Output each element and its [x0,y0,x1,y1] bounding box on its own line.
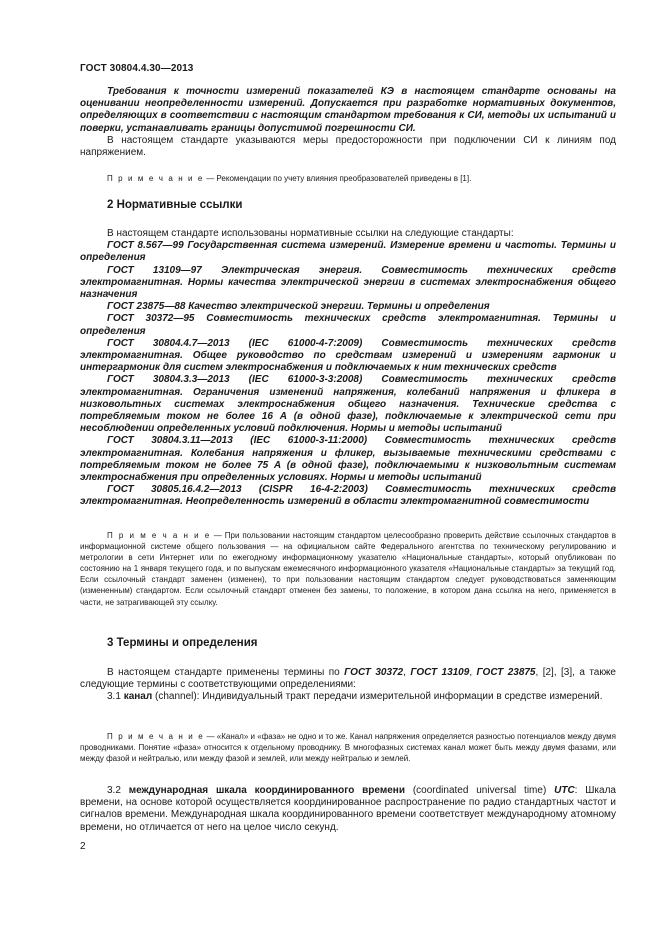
note-text: — «Канал» и «фаза» не одно и то же. Канал напряжения определяется разностью потенциалов между двумя проводниками. Понятие «фаза» относится к отдельному проводнику. В многофазных системах канал может быть между двумя фазами, или между фазой и нейтралью, или между фазой и землей, или между нейтралью и землей. [80,732,616,764]
safety-paragraph: В настоящем стандарте указываются меры предосторожности при подключении СИ к линиям под напряжением. [80,134,616,159]
term-definition: : Шкала времени, на основе которой осуществляется координированное распространение по радио стандартных частот и сигналов времени. Международная шкала координированного времени соответствует международному атомному времени, но отличается от него на целое число секунд. [80,785,616,833]
term-source-ref: ГОСТ 23875 [476,667,536,678]
term-definition: (channel): Индивидуальный тракт передачи измерительной информации в средстве измерений. [152,691,603,703]
accuracy-requirements-paragraph: Требования к точности измерений показателей КЭ в настоящем стандарте основаны на оценивании неопределенности измерений. Допускается при разработке нормативных документов, определяющих в соответствии с настоящим стандартом требования к СИ, методы их испытаний и поверки, устанавливать границы допустимой погрешности СИ. [80,86,616,134]
section-2-heading: 2 Нормативные ссылки [107,199,243,211]
reference-item: ГОСТ 30372—95 Совместимость технических средств электромагнитная. Термины и определения [80,313,616,337]
term-3-2 [80,785,616,834]
terms-lead [80,667,616,691]
note-text: — Рекомендации по учету влияния преобразователей приведены в [1]. [203,174,472,183]
term-name: международная шкала координированного времени [128,785,405,796]
term-number: 3.1 [107,691,124,703]
note-label: П р и м е ч а н и е [107,174,204,183]
term-3-1-note [80,731,616,764]
document-header: ГОСТ 30804.4.30—2013 [80,63,194,74]
intro-block [80,86,616,159]
reference-item: ГОСТ 13109—97 Электрическая энергия. Совместимость технических средств электромагнитная. Нормы качества электрической энергии в системах электроснабжения общего назначения [80,264,616,301]
intro-note [80,173,616,184]
term-english: (coordinated universal time) [405,785,555,796]
separator: , [469,667,477,678]
section-3-heading: 3 Термины и определения [107,637,258,649]
note-label: П р и м е ч а н и е [107,531,211,540]
references-note [80,530,616,608]
note-text: — При пользовании настоящим стандартом целесообразно проверить действие ссылочных стандартов в информационной системе общего пользования — на официальном сайте Федерального агентства по техническому регулированию и метрологии в сети Интернет или по ежегодному информационному указателю «Национальные стандарты», который опубликован по состоянию на 1 января текущего года, и по выпускам ежемесячного информационного указателя «Национальные стандарты» за текущий год. Если ссылочный стандарт заменен (изменен), то при пользовании настоящим стандартом следует руководствоваться заменяющим (измененным) стандартом. Если ссылочный стандарт отменен без замены, то положение, в котором дана ссылка на него, применяется в части, не затрагивающей эту ссылку. [80,531,616,607]
reference-item: ГОСТ 30804.4.7—2013 (IEC 61000-4-7:2009) Совместимость технических средств электромагнитная. Общее руководство по средствам измерений и измерениям гармоник и интергармоник для систем электроснабжения и подключаемых к ним технических средств [80,337,616,374]
page-number: 2 [80,841,86,852]
reference-item: ГОСТ 30804.3.11—2013 (IEC 61000-3-11:2000) Совместимость технических средств электромагнитная. Колебания напряжения и фликер, вызываемые техническими средствами с потребляемым током не более 75 А (в одной фазе), подключаемыми к низковольтным системам электроснабжения при определенных условиях. Нормы и методы испытаний [80,435,616,484]
note-label: П р и м е ч а н и е [107,732,205,741]
terms-lead-tail: , [2], [3], а также следующие термины с соответствующими определениями: [80,667,616,691]
references-lead: В настоящем стандарте использованы нормативные ссылки на следующие стандарты: [107,228,514,239]
reference-item: ГОСТ 8.567—99 Государственная система измерений. Измерение времени и частоты. Термины и определения [80,240,616,264]
term-3-1 [80,691,616,703]
terms-block [80,667,616,704]
term-source-ref: ГОСТ 13109 [410,667,470,678]
normative-references-list [80,228,616,509]
reference-item: ГОСТ 30805.16.4.2—2013 (CISPR 16-4-2:2003) Совместимость технических средств электромагнитная. Неопределенность измерений в области электромагнитной совместимости [80,484,616,508]
reference-item: ГОСТ 30804.3.3—2013 (IEC 61000-3-3:2008) Совместимость технических средств электромагнитная. Ограничения изменений напряжения, колебаний напряжения и фликера в низковольтных системах электроснабжения общего назначения. Технические средства с потребляемым током не более 16 А (в одной фазе), подключаемые к электрической сети при несоблюдении определенных условий подключения. Нормы и методы испытаний [80,374,616,435]
term-number: 3.2 [107,785,129,796]
separator: , [403,667,411,678]
term-name: канал [123,691,153,703]
reference-item: ГОСТ 23875—88 Качество электрической энергии. Термины и определения [107,301,490,313]
term-abbreviation: UTC [554,785,575,796]
term-source-ref: ГОСТ 30372 [344,667,404,678]
terms-lead-text: В настоящем стандарте применены термины по [107,667,345,678]
